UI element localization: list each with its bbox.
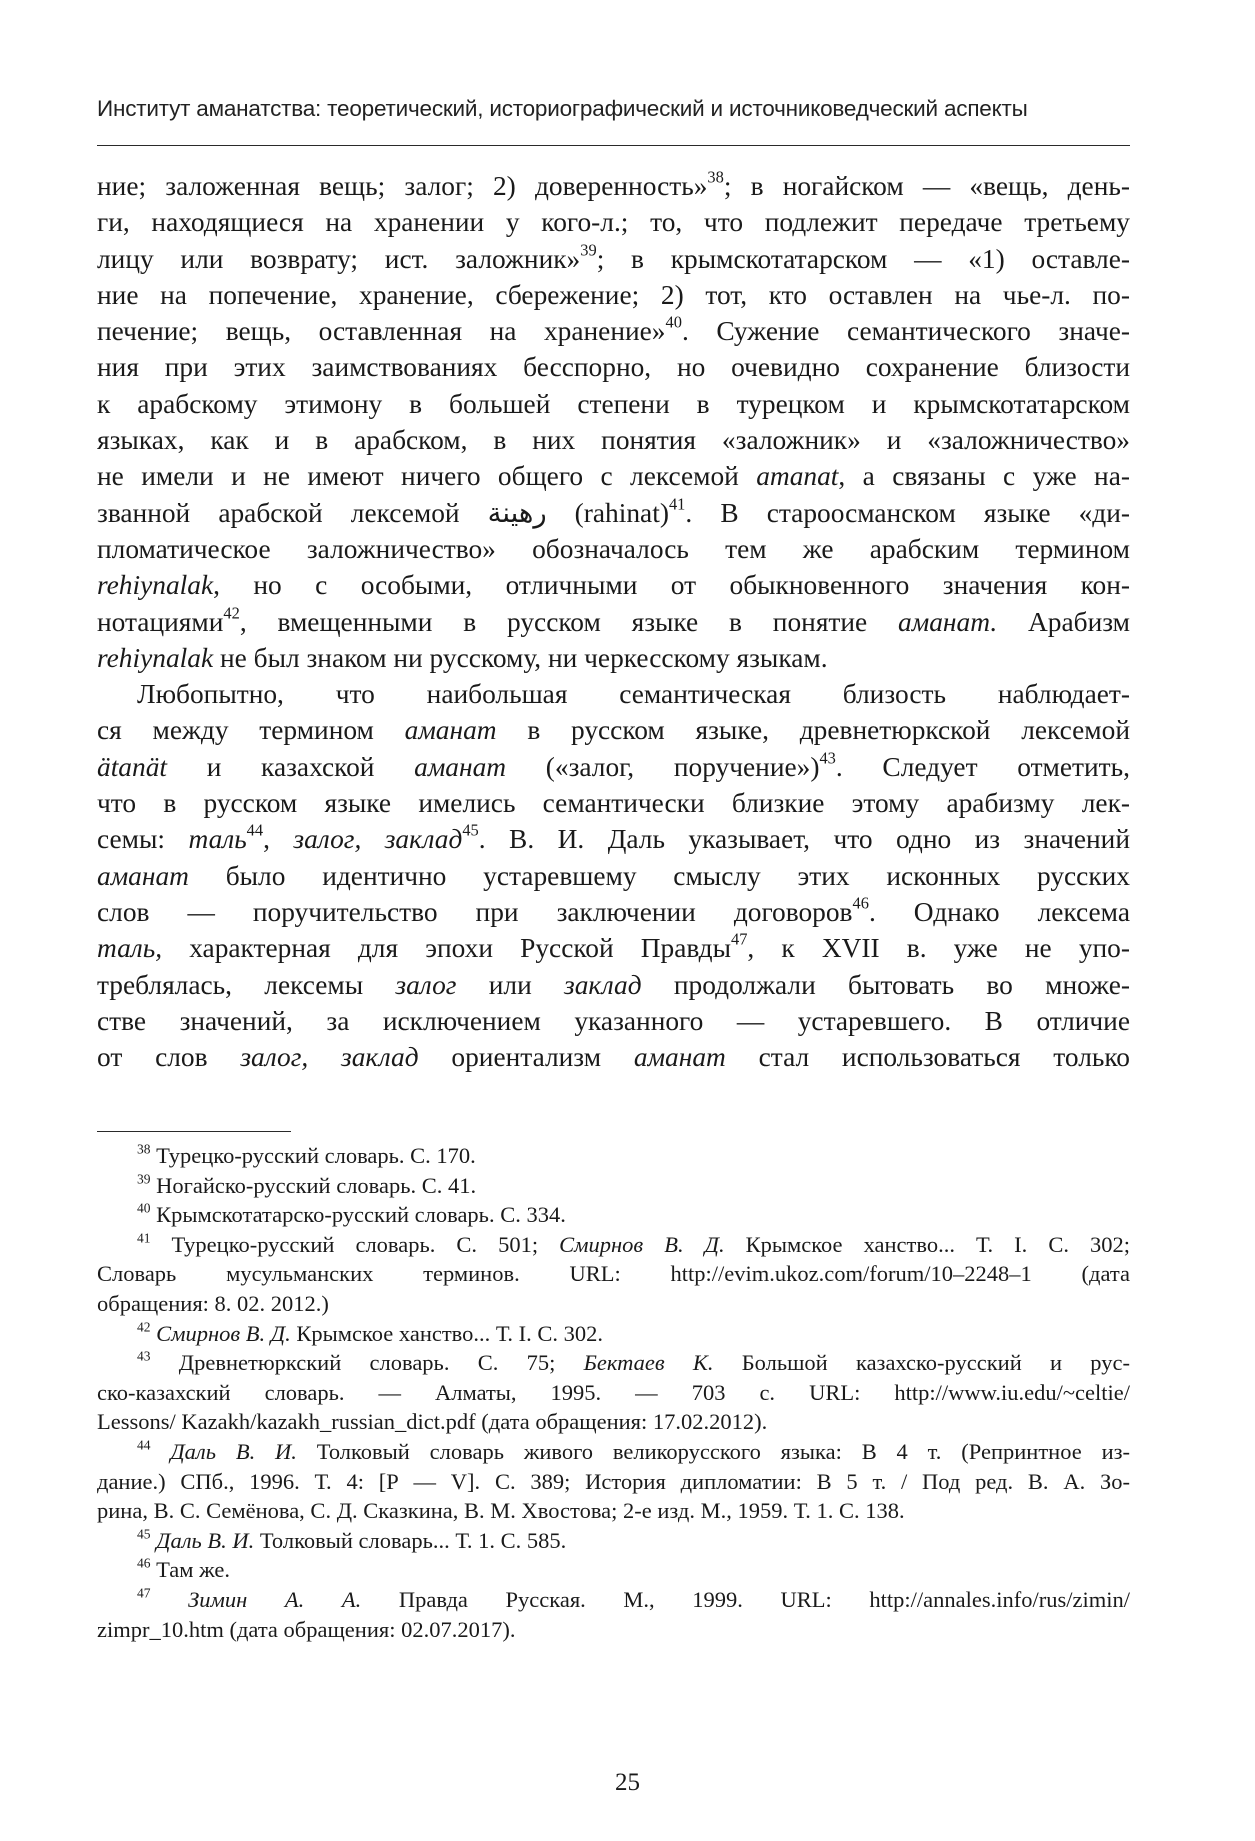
italic-term: заклад [564,969,642,1000]
author-name: Бектаев К. [583,1350,714,1376]
italic-term: rehiynalak [97,570,214,601]
running-header: Институт аманатства: теоретический, историографический и источниковедческий аспекты [97,96,1028,121]
footnote-ref[interactable]: 44 [246,821,264,841]
text-line: Любопытно, что наибольшая семантическая близость наблюдает- [137,679,1130,710]
text-line: аманат было идентично устаревшему смыслу этих исконных русских [97,860,1130,891]
text-line: стве значений, за исключением указанного — устаревшего. В отличие [97,1005,1130,1036]
author-name: Смирнов В. Д. [559,1231,725,1257]
text-line: ся между термином аманат в русском языке, древнетюркской лексемой [97,715,1130,746]
text-line: ние; заложенная вещь; залог; 2) доверенность»$^{38}$; в ногайском — «вещь, день- [97,168,1130,201]
italic-term: залог, заклад [293,824,463,855]
text-line: пломатическое заложничество» обозначалось тем же арабским термином [97,533,1130,564]
footnote-ref[interactable]: 43 [819,748,836,768]
footnote-number: 39 [137,1171,151,1187]
footnote-number: 41 [137,1230,151,1246]
text-line: таль, характерная для эпохи Русской Правды$^{47}$, к XVII в. уже не упо- [97,930,1130,964]
footnotes [97,1141,1130,1644]
italic-term: залог [395,969,457,1000]
italic-term: таль [188,824,247,855]
footnote-number: 40 [137,1200,151,1216]
text-line: семы: таль$^{44}$, залог, заклад$^{45}$. В. И. Даль указывает, что одно из значений [97,821,1130,855]
footnote-ref[interactable]: 42 [223,603,240,623]
italic-term: таль, [97,933,163,964]
text-line: языках, как и в арабском, в них понятия «заложник» и «заложничество» [97,425,1130,456]
author-name: Смирнов В. Д. [156,1320,291,1346]
text-line: слов — поручительство при заключении договоров$^{46}$. Однако лексема [97,893,1130,927]
main-text [97,168,1130,1075]
footnote-rule [97,1131,291,1132]
footnote-43-cont: Lessons/ Kazakh/kazakh_russian_dict.pdf (дата обращения: 17.02.2012). [97,1409,768,1435]
italic-term: аманат [633,1042,726,1073]
footnote-ref[interactable]: 41 [668,494,686,514]
footnote-number: 44 [137,1437,151,1453]
footnote-42: $^{42}$ Смирнов В. Д. Крымское ханство... Т. I. С. 302. [137,1319,604,1346]
author-name: Даль В. И. [156,1527,255,1553]
author-name: Зимин А. А. [188,1586,362,1612]
italic-term: аманат [404,715,497,746]
page-number: 25 [615,1769,640,1796]
footnote-number: 47 [137,1585,151,1601]
footnote-number: 38 [137,1141,151,1157]
text-line: от слов залог, заклад ориентализм аманат стал использоваться только [97,1042,1130,1073]
footnote-47: $^{47}$ Зимин А. А. Правда Русская. М., 1999. URL: http://annales.info/rus/zimin/ [137,1585,1130,1612]
footnote-41: $^{41}$ Турецко-русский словарь. С. 501; Смирнов В. Д. Крымское ханство... Т. I. С. 302; [137,1230,1130,1257]
footnote-44-cont: рина, В. С. Семёнова, С. Д. Сказкина, В. М. Хвостова; 2-е изд. М., 1959. Т. 1. С. 138. [97,1498,905,1524]
footnote-ref[interactable]: 46 [852,893,869,913]
footnote-ref[interactable]: 45 [462,821,479,841]
footnote-number: 46 [137,1555,151,1571]
footnote-38: $^{38}$ Турецко-русский словарь. С. 170. [137,1141,476,1168]
text-line: лицу или возврату; ист. заложник»$^{39}$; в крымскотатарском — «1) оставле- [97,240,1130,274]
footnote-ref[interactable]: 38 [707,168,724,187]
footnote-40: $^{40}$ Крымскотатарско-русский словарь. С. 334. [137,1200,566,1228]
footnote-ref[interactable]: 47 [730,930,748,949]
footnote-ref[interactable]: 40 [665,313,682,332]
text-line: треблялась, лексемы залог или заклад продолжали бытовать во множе- [97,969,1130,1000]
italic-term: аманат [414,751,507,782]
footnote-47-cont: zimpr_10.htm (дата обращения: 02.07.2017). [97,1616,516,1642]
footnote-46: $^{46}$ Там же. [137,1555,231,1583]
text-line: званной арабской лексемой رهينة (rahinat)$^{41}$. В староосманском языке «ди- [97,494,1130,528]
text-line: rehiynalak, но с особыми, отличными от обыкновенного значения кон- [97,570,1130,601]
footnote-41-cont: обращения: 8. 02. 2012.) [97,1290,329,1316]
italic-term: ätanät [97,751,168,782]
italic-term: rehiynalak [97,642,214,673]
text-line: что в русском языке имелись семантически близкие этому арабизму лек- [97,788,1130,819]
text-line: нотациями$^{42}$, вмещенными в русском языке в понятие аманат. Арабизм [97,603,1130,637]
author-name: Даль В. И. [170,1438,297,1464]
footnote-45: $^{45}$ Даль В. И. Толковый словарь... Т. 1. С. 585. [137,1526,567,1553]
footnote-39: $^{39}$ Ногайско-русский словарь. С. 41. [137,1171,477,1198]
text-line: к арабскому этимону в большей степени в турецком и крымскотатарском [97,388,1130,419]
text-line: ние на попечение, хранение, сбережение; 2) тот, кто оставлен на чье-л. по- [97,279,1130,310]
footnote-41-cont: Словарь мусульманских терминов. URL: http://evim.ukoz.com/forum/10–2248–1 (дата [97,1261,1130,1287]
footnote-number: 43 [137,1348,151,1364]
footnote-number: 45 [137,1526,151,1542]
italic-term: аманат [97,860,189,891]
header-rule [97,145,1130,146]
footnote-44: $^{44}$ Даль В. И. Толковый словарь живого великорусского языка: В 4 т. (Репринтное из- [137,1437,1130,1464]
text-line: печение; вещь, оставленная на хранение»$^{40}$. Сужение семантического значе- [97,313,1130,347]
footnote-43: $^{43}$ Древнетюркский словарь. С. 75; Бектаев К. Большой казахско-русский и рус- [137,1348,1130,1376]
footnote-number: 42 [137,1319,151,1335]
text-line: ния при этих заимствованиях бесспорно, но очевидно сохранение близости [97,352,1130,383]
arabic-word: رهينة [487,497,547,528]
italic-term: залог, заклад [240,1042,419,1073]
text-line: не имели и не имеют ничего общего с лексемой amanat, а связаны с уже на- [97,461,1130,492]
italic-term: аманат. [898,606,998,637]
text-line: ätanät и казахской аманат («залог, поручение»)$^{43}$. Следует отметить, [97,748,1130,782]
text-line: rehiynalak не был знаком ни русскому, ни черкесскому языкам. [97,642,828,673]
footnote-43-cont: ско-казахский словарь. — Алматы, 1995. — 703 с. URL: http://www.iu.edu/~celtie/ [97,1379,1130,1405]
footnote-ref[interactable]: 39 [580,240,597,260]
footnote-44-cont: дание.) СПб., 1996. Т. 4: [Р — V]. С. 389; История дипломатии: В 5 т. / Под ред. В. А. Зо- [97,1468,1130,1494]
italic-term: amanat [756,461,839,492]
text-line: ги, находящиеся на хранении у кого-л.; то, что подлежит передаче третьему [97,207,1130,238]
